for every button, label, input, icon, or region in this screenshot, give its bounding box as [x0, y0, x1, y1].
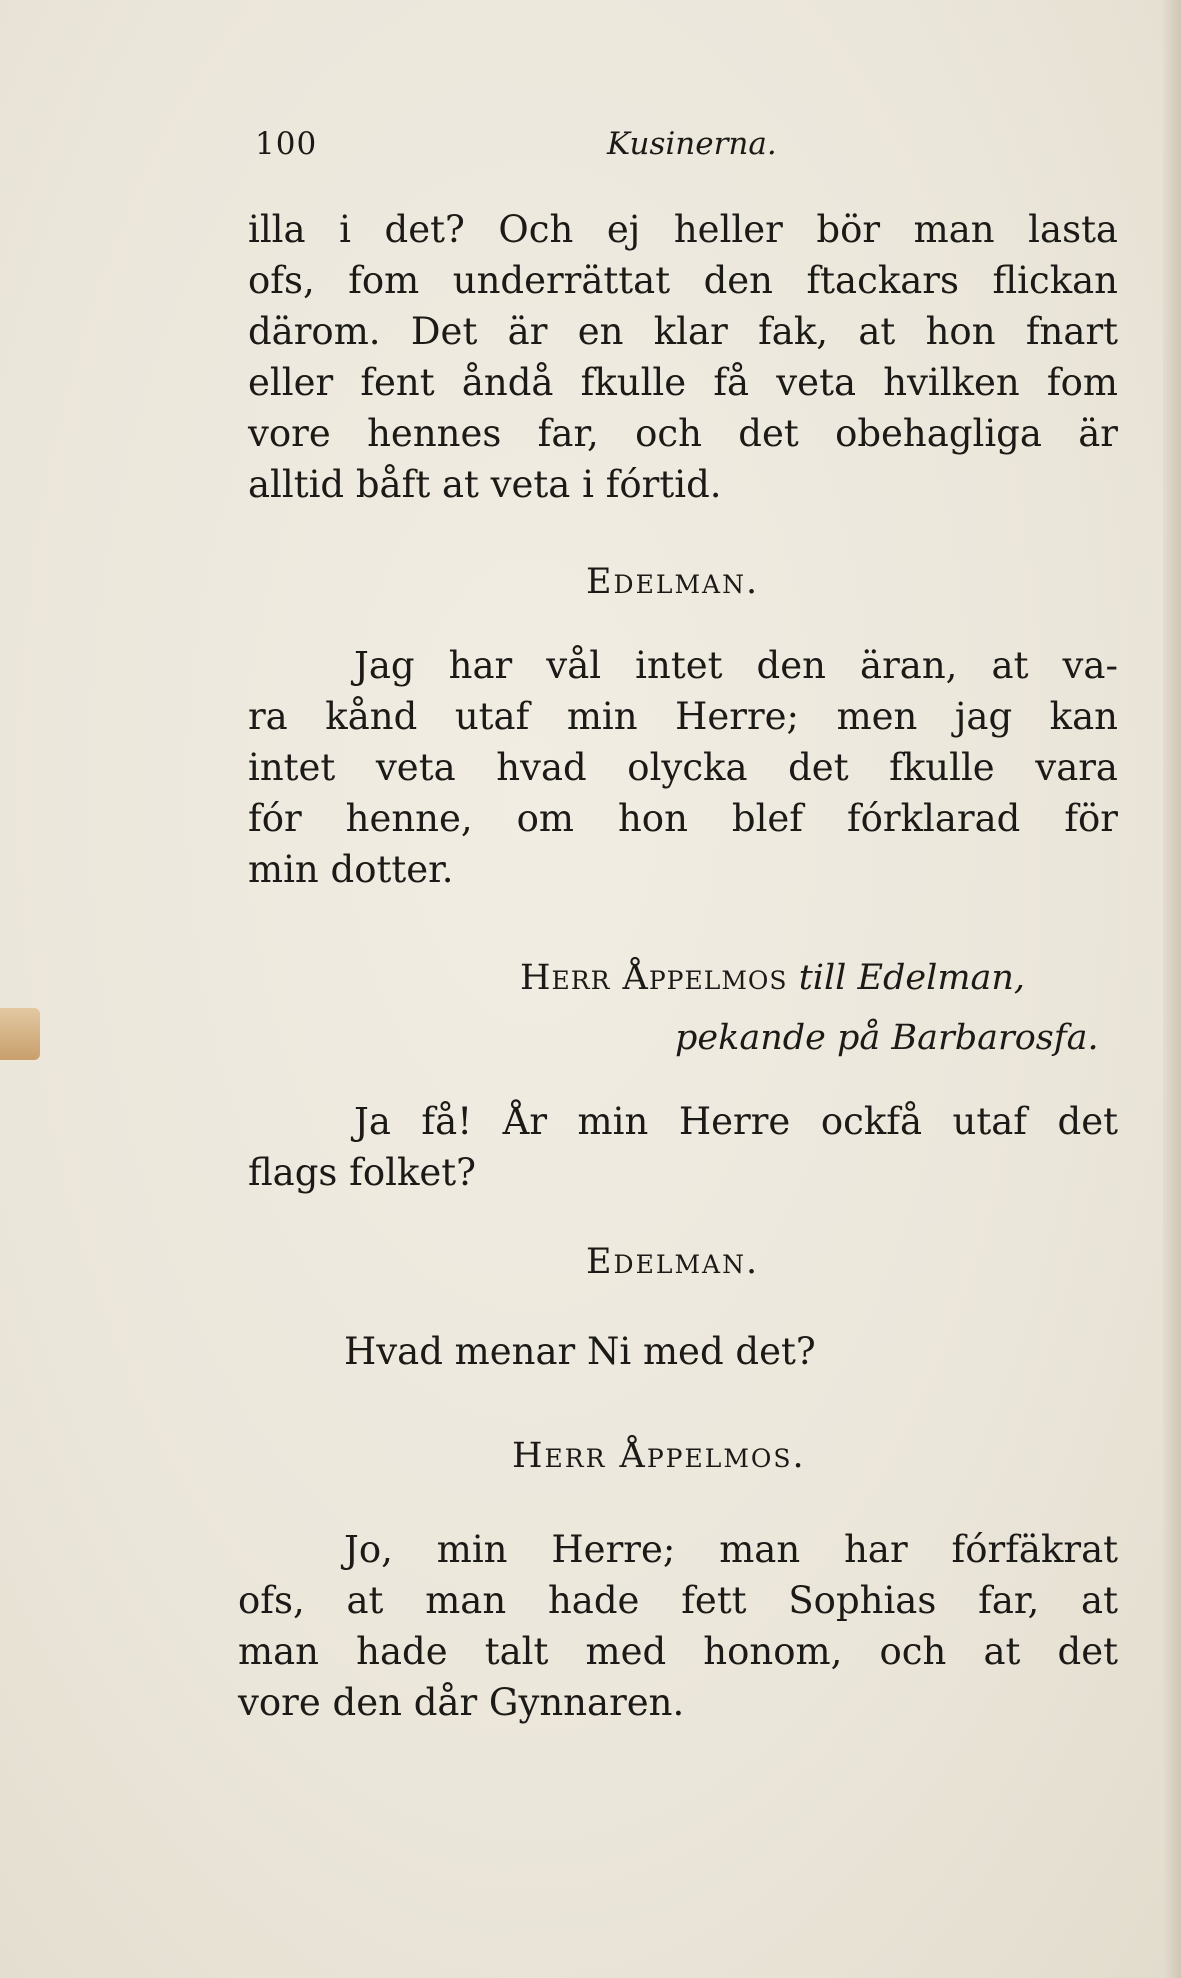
direction-text: till Edelman,: [798, 958, 1026, 998]
text-line: ra kånd utaf min Herre; men jag kan: [248, 695, 1118, 738]
text-line: vore hennes far, och det obehagliga är: [248, 412, 1118, 455]
text-line: vore den dår Gynnaren.: [238, 1681, 685, 1724]
page-number: 100: [255, 126, 318, 162]
speaker-heading: Edelman.: [586, 562, 760, 602]
text-line: ofs, fom underrättat den ftackars flickan: [248, 259, 1118, 302]
bookmark-tab: [0, 1008, 40, 1060]
text-line: flags folket?: [248, 1151, 476, 1194]
passage-4: [248, 1326, 1118, 1377]
speaker-heading: Edelman.: [586, 1242, 760, 1282]
stage-direction: [520, 958, 1025, 998]
text-line: intet veta hvad olycka det fkulle vara: [248, 746, 1118, 789]
passage-1: [248, 204, 1118, 510]
page-header: [255, 126, 1055, 166]
text-line: Hvad menar Ni med det?: [344, 1330, 816, 1373]
passage-2: [248, 640, 1118, 895]
page-edge-shadow: [1163, 0, 1181, 1978]
stage-direction-continued: pekande på Barbarosfa.: [675, 1018, 1099, 1058]
text-line: man hade talt med honom, och at det: [238, 1630, 1118, 1673]
text-line: Ja få! År min Herre ockfå utaf det: [354, 1100, 1118, 1143]
running-title: Kusinerna.: [607, 126, 777, 162]
passage-5: [238, 1524, 1118, 1728]
text-line: illa i det? Och ej heller bör man lasta: [248, 208, 1118, 251]
text-line: fór henne, om hon blef fórklarad för: [248, 797, 1118, 840]
speaker-heading: Herr Åppelmos.: [512, 1436, 806, 1476]
direction-speaker: Herr Åppelmos: [520, 958, 788, 998]
text-line: Jo, min Herre; man har fórfäkrat: [344, 1528, 1118, 1571]
text-line: Jag har vål intet den äran, at va-: [354, 644, 1118, 687]
text-line: eller fent åndå fkulle få veta hvilken fom: [248, 361, 1118, 404]
text-line: ofs, at man hade fett Sophias far, at: [238, 1579, 1118, 1622]
text-line: alltid båft at veta i fórtid.: [248, 463, 722, 506]
passage-3: [248, 1096, 1118, 1198]
text-line: därom. Det är en klar fak, at hon fnart: [248, 310, 1118, 353]
text-line: min dotter.: [248, 848, 454, 891]
